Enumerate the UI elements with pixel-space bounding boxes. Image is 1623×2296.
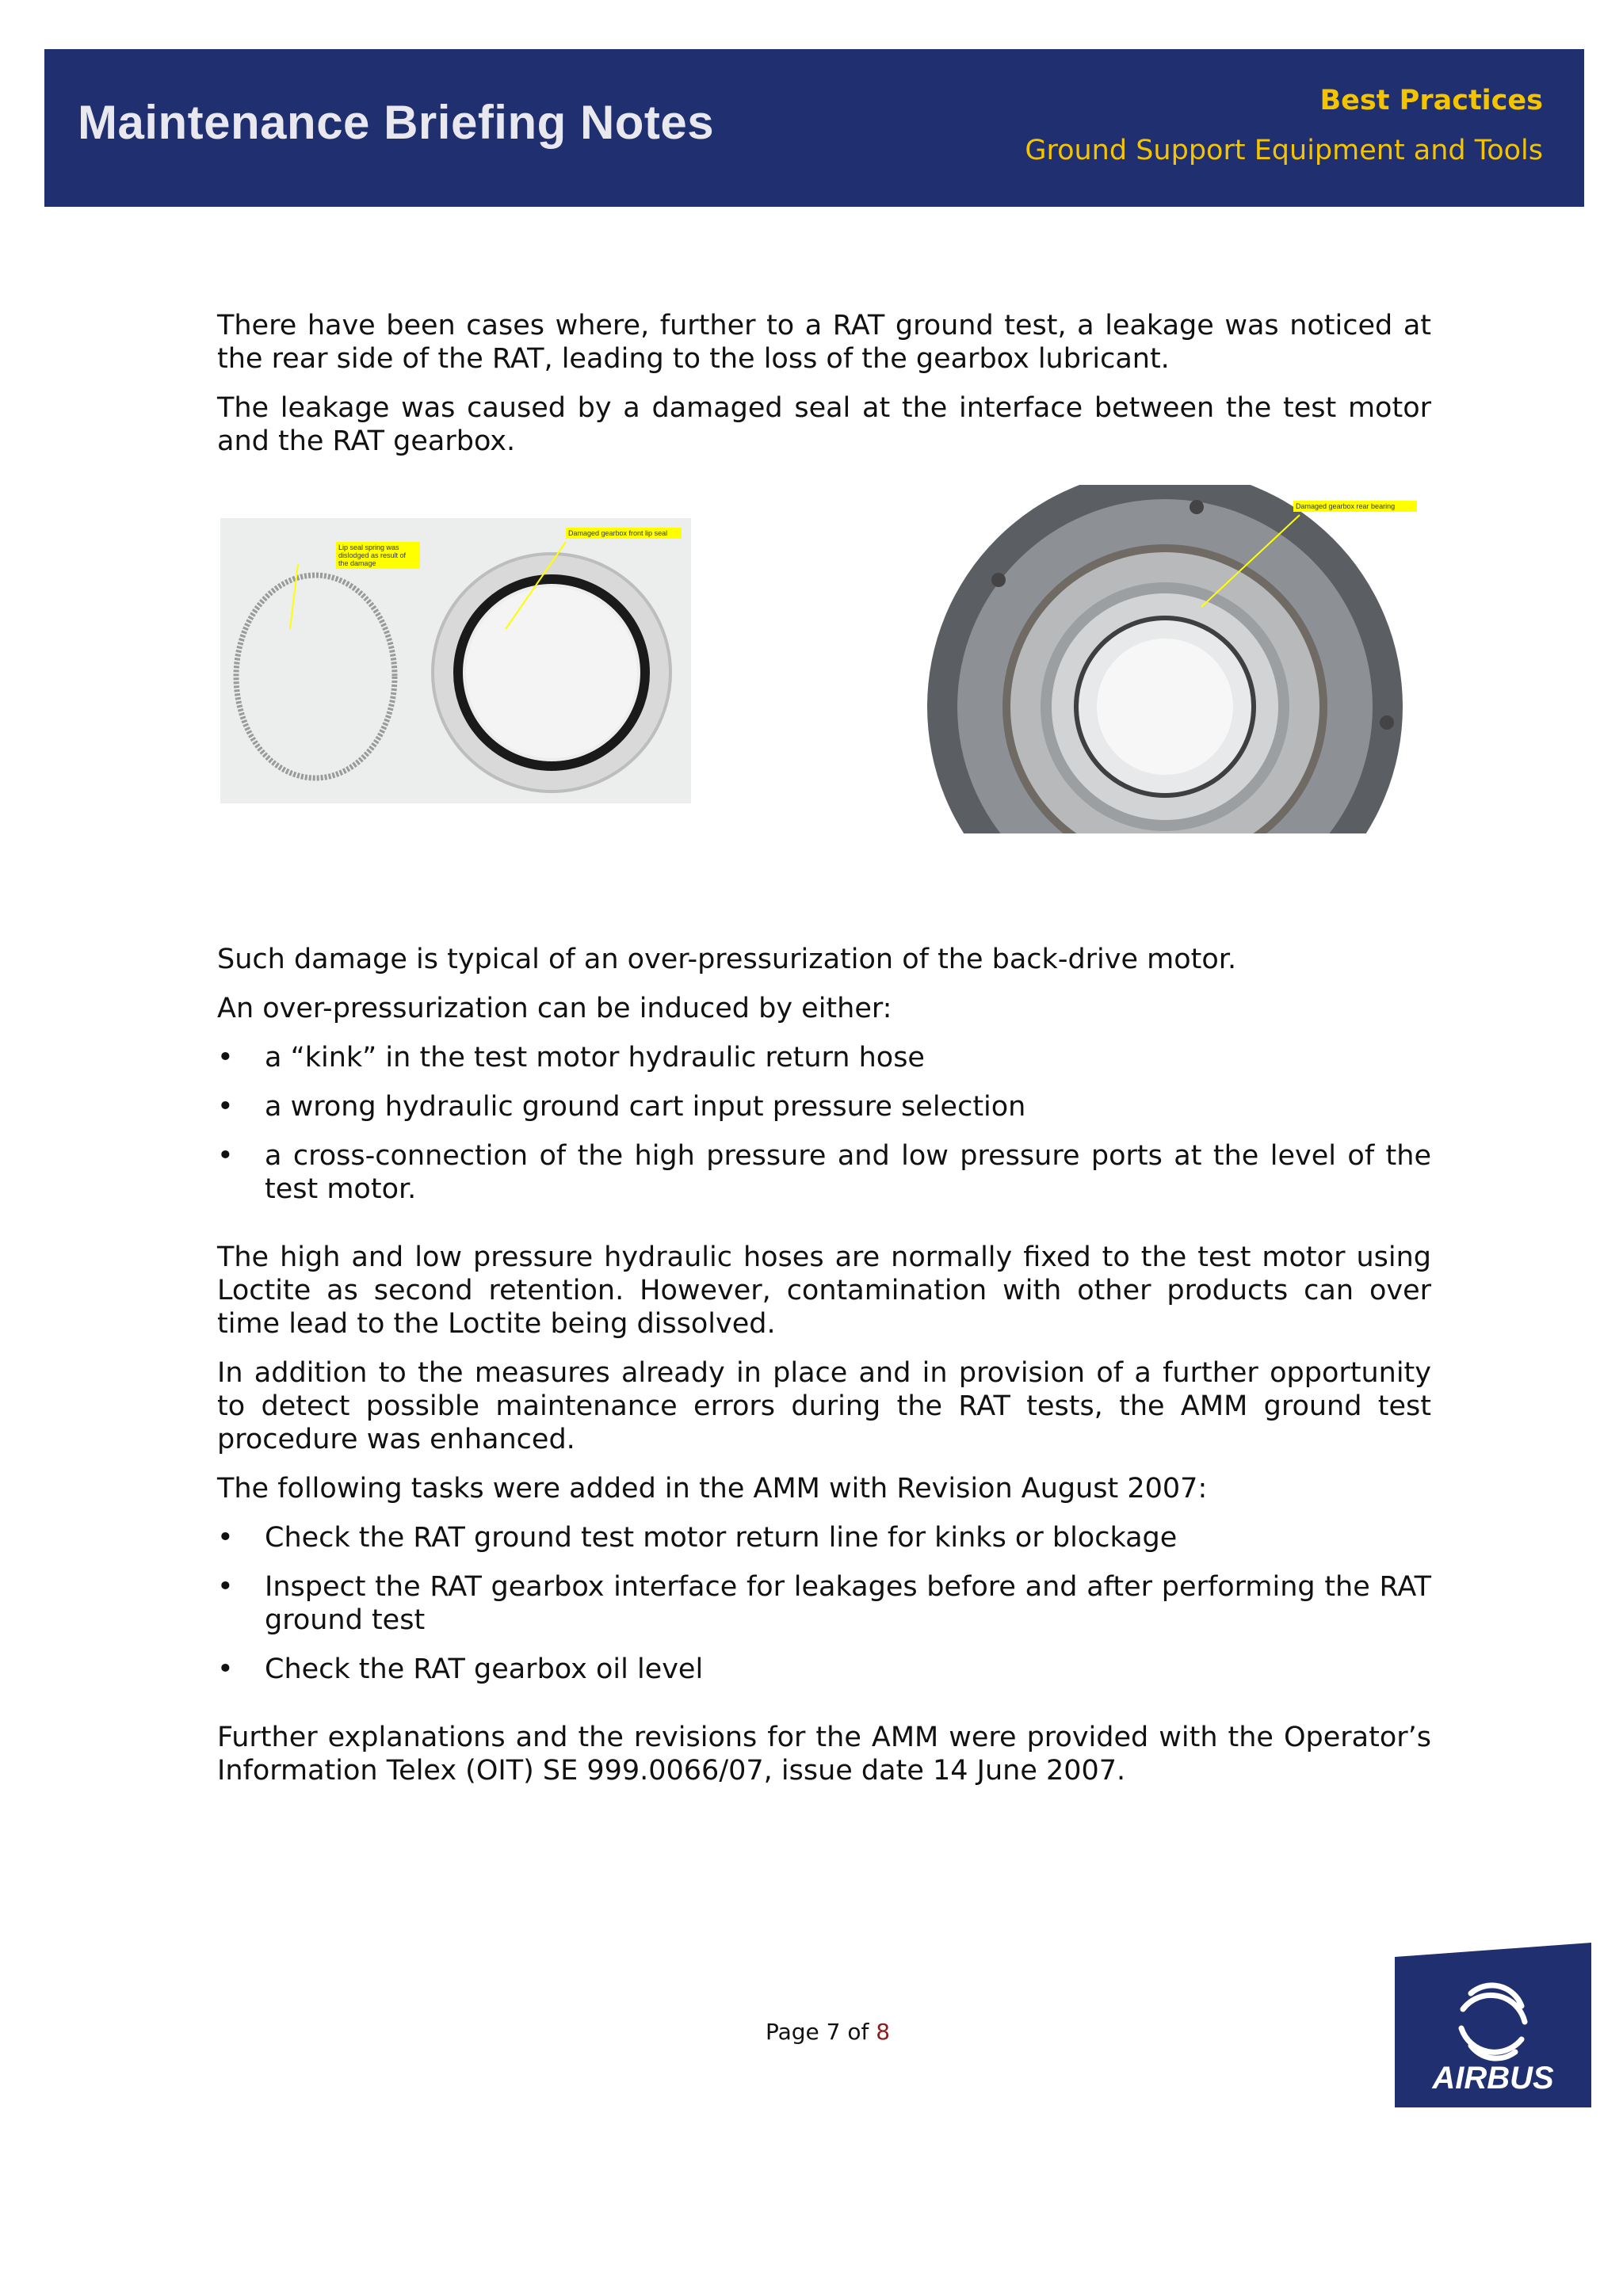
page-label: Page 7 of [766,2019,869,2045]
bullet: • [217,1042,234,1074]
paragraph-damage: Such damage is typical of an over-pressurization of the back-drive motor. [217,944,1237,975]
figure-seal-damage [217,485,1431,897]
callout-rear-bearing: Damaged gearbox rear bearing [1293,501,1417,512]
page-number [766,2019,890,2045]
list-item-text: a wrong hydraulic ground cart input pressure selection [265,1091,1026,1123]
list-item [217,1090,1431,1123]
paragraph-intro-1: There have been cases where, further to a RAT ground test, a leakage was noticed at the rear side of the RAT, leading to the loss of the gearbox lubricant. [217,310,1431,375]
paragraph-induced: An over-pressurization can be induced by either: [217,993,892,1024]
bullet: • [217,1140,234,1172]
causes-list [217,1041,1431,1206]
series-label: Best Practices [1319,85,1543,116]
document-title: Maintenance Briefing Notes [78,96,715,149]
bullet: • [217,1091,234,1123]
bullet: • [217,1571,234,1603]
list-item [217,1139,1431,1206]
list-item-text: a “kink” in the test motor hydraulic return hose [265,1042,925,1074]
paragraph-tasks-intro: The following tasks were added in the AMM with Revision August 2007: [217,1473,1208,1505]
main-content [217,309,1431,1803]
page-total: 8 [876,2019,891,2045]
list-item [217,1570,1431,1637]
list-item-text: Check the RAT gearbox oil level [265,1653,704,1685]
lip-seal-photo [220,518,691,803]
callout-front-seal: Damaged gearbox front lip seal [566,528,682,539]
paragraph-further: Further explanations and the revisions for the AMM were provided with the Operator’s Information Telex (OIT) SE 999.0066/07, issue date 14 June 2007. [217,1722,1431,1787]
list-item-text: Check the RAT ground test motor return line for kinks or blockage [265,1522,1178,1554]
bullet: • [217,1653,234,1685]
list-item [217,1653,1431,1686]
header-banner [44,49,1584,207]
rear-bearing-photo [927,485,1434,833]
tasks-list [217,1521,1431,1686]
paragraph-hoses: The high and low pressure hydraulic hoses are normally fixed to the test motor using Loctite as second retention. However, contamination with other products can over time lead to the Loctite being dissolved. [217,1241,1431,1340]
topic-label: Ground Support Equipment and Tools [1025,135,1543,166]
paragraph-measures: In addition to the measures already in place and in provision of a further opportunity to detect possible maintenance errors during the RAT tests, the AMM ground test procedure was enhanced. [217,1357,1431,1455]
list-item-text: Inspect the RAT gearbox interface for leakages before and after performing the RAT ground test [265,1571,1431,1636]
logo-text: AIRBUS [1432,2061,1554,2096]
callout-spring: Lip seal spring was dislodged as result of the damage [336,542,420,569]
airbus-logo [1395,1943,1591,2107]
list-item [217,1521,1431,1554]
paragraph-intro-2: The leakage was caused by a damaged seal at the interface between the test motor and the RAT gearbox. [217,392,1431,457]
list-item [217,1041,1431,1074]
bullet: • [217,1522,234,1554]
list-item-text: a cross-connection of the high pressure and low pressure ports at the level of the test motor. [265,1140,1431,1205]
